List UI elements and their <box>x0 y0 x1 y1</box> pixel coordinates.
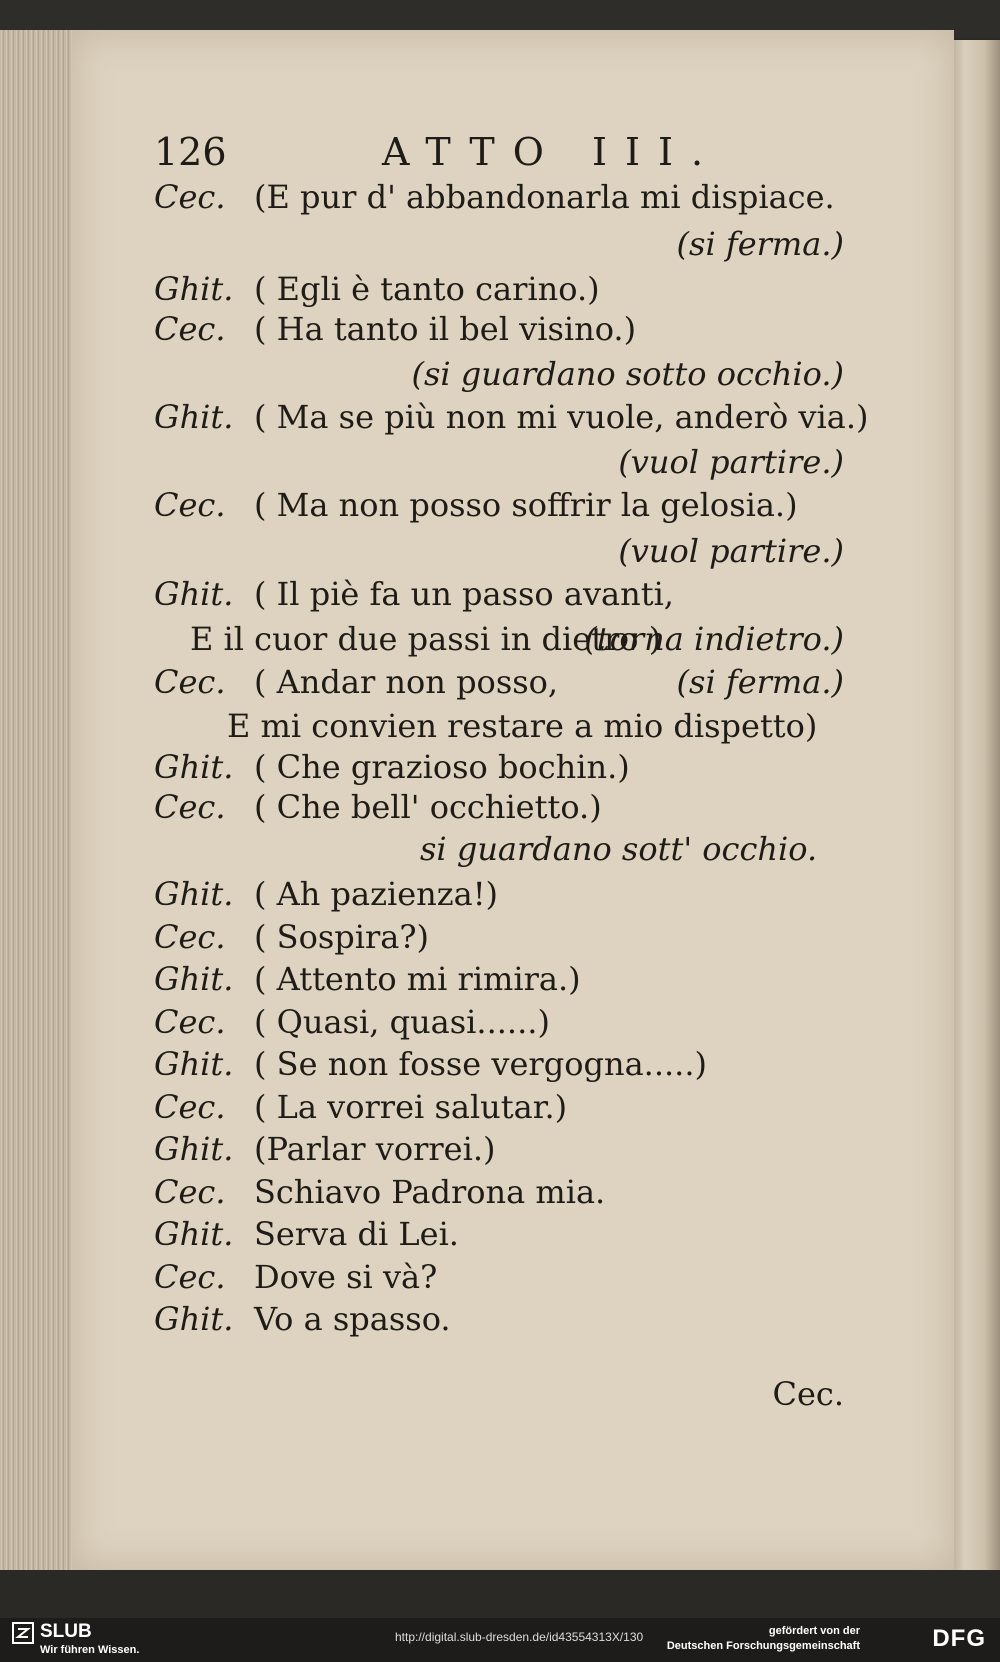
dialogue-text-span: ( Che grazioso bochin.) <box>254 748 630 786</box>
speaker-name: Cec. <box>154 178 226 216</box>
dialogue-line <box>154 575 674 613</box>
dialogue-text-span: ( Ma non posso soffrir la gelosia.) <box>254 486 798 524</box>
dialogue-line <box>154 486 798 524</box>
dialogue-line <box>154 1258 437 1296</box>
speaker-name: Ghit. <box>154 398 234 436</box>
speaker-name: Ghit. <box>154 1130 234 1168</box>
dialogue-text-span: E mi convien restare a mio dispetto) <box>227 707 818 745</box>
slub-name: SLUB <box>40 1621 92 1642</box>
dialogue-text-span: ( Se non fosse vergogna.....) <box>254 1045 707 1083</box>
dialogue-text-span: ( Andar non posso, <box>254 663 559 701</box>
dialogue-text-span: ( Ma se più non mi vuole, anderò via.) <box>254 398 869 436</box>
dialogue-text-span: ( La vorrei salutar.) <box>254 1088 568 1126</box>
footer-bar <box>0 1618 1000 1662</box>
dialogue-text-span: ( Quasi, quasi......) <box>254 1003 550 1041</box>
stage-direction: (si ferma.) <box>676 225 844 263</box>
speaker-name: Cec. <box>154 1088 226 1126</box>
dialogue-line <box>154 270 600 308</box>
dialogue-text-span: Dove si và? <box>254 1258 438 1296</box>
dialogue-line <box>154 748 630 786</box>
dfg-logo: DFG <box>932 1625 986 1652</box>
stage-direction: si guardano sott' occhio. <box>420 830 818 868</box>
speaker-name: Cec. <box>154 918 226 956</box>
speaker-name: Cec. <box>154 1258 226 1296</box>
dialogue-text-span: ( Egli è tanto carino.) <box>254 270 600 308</box>
dialogue-text-span: Serva di Lei. <box>254 1215 459 1253</box>
dialogue-line <box>154 663 558 701</box>
source-url-link[interactable]: http://digital.slub-dresden.de/id43554313X/130 <box>395 1630 644 1644</box>
speaker-name: Ghit. <box>154 1215 234 1253</box>
dialogue-line <box>154 1088 567 1126</box>
dialogue-text-span: ( Il piè fa un passo avanti, <box>254 575 674 613</box>
dialogue-text-span: ( Ah pazienza!) <box>254 875 499 913</box>
dialogue-line <box>154 960 581 998</box>
dialogue-line <box>154 1173 605 1211</box>
dialogue-text-span: ( Attento mi rimira.) <box>254 960 581 998</box>
dialogue-text-span: Schiavo Padrona mia. <box>254 1173 606 1211</box>
speaker-name: Cec. <box>154 663 226 701</box>
page-header <box>72 100 954 174</box>
dialogue-line <box>154 178 835 216</box>
dialogue-line <box>154 1215 459 1253</box>
speaker-name: Ghit. <box>154 575 234 613</box>
funding-line-1: gefördert von der <box>768 1625 860 1637</box>
dialogue-line <box>154 788 602 826</box>
dialogue-text-span: Vo a spasso. <box>254 1300 451 1338</box>
running-title: ATTO III. <box>382 130 722 174</box>
page-number: 126 <box>154 130 227 174</box>
speaker-name: Cec. <box>154 1173 226 1211</box>
dialogue-line <box>154 875 498 913</box>
funding-note <box>667 1624 860 1654</box>
stage-direction: (torna indietro.) <box>584 620 844 658</box>
dialogue-line <box>154 1045 707 1083</box>
speaker-name: Ghit. <box>154 960 234 998</box>
catchword: Cec. <box>772 1375 844 1413</box>
dialogue-text-span: (Parlar vorrei.) <box>254 1130 496 1168</box>
dialogue-text-span: ( Sospira?) <box>254 918 429 956</box>
dialogue-text-span: (E pur d' abbandonarla mi dispiace. <box>254 178 835 216</box>
speaker-name: Cec. <box>154 310 226 348</box>
stage-direction: (vuol partire.) <box>618 532 844 570</box>
dialogue-line <box>154 398 868 436</box>
funding-line-2: Deutschen Forschungsgemeinschaft <box>666 1640 860 1652</box>
dialogue-line <box>154 1300 451 1338</box>
speaker-name: Cec. <box>154 486 226 524</box>
speaker-name: Ghit. <box>154 1300 234 1338</box>
dialogue-text-span: ( Che bell' occhietto.) <box>254 788 602 826</box>
speaker-name: Ghit. <box>154 875 234 913</box>
book-page <box>72 30 954 1570</box>
dialogue-line <box>154 310 636 348</box>
dialogue-text-span: ( Ha tanto il bel visino.) <box>254 310 637 348</box>
book-right-edge <box>950 40 1000 1570</box>
dialogue-line <box>154 1003 550 1041</box>
dialogue-text-span: E il cuor due passi in dietro ) <box>190 620 662 658</box>
stage-direction: (vuol partire.) <box>618 443 844 481</box>
stage-direction: (si ferma.) <box>676 663 844 701</box>
speaker-name: Cec. <box>154 788 226 826</box>
slub-tagline: Wir führen Wissen. <box>40 1644 140 1656</box>
speaker-name: Ghit. <box>154 748 234 786</box>
stage-direction: (si guardano sotto occhio.) <box>411 355 844 393</box>
dialogue-line <box>154 918 429 956</box>
speaker-name: Ghit. <box>154 1045 234 1083</box>
dialogue-line <box>227 707 817 745</box>
speaker-name: Cec. <box>154 1003 226 1041</box>
book-page-edges <box>0 30 80 1570</box>
slub-logo-icon <box>12 1622 34 1644</box>
speaker-name: Ghit. <box>154 270 234 308</box>
dialogue-line <box>154 1130 496 1168</box>
